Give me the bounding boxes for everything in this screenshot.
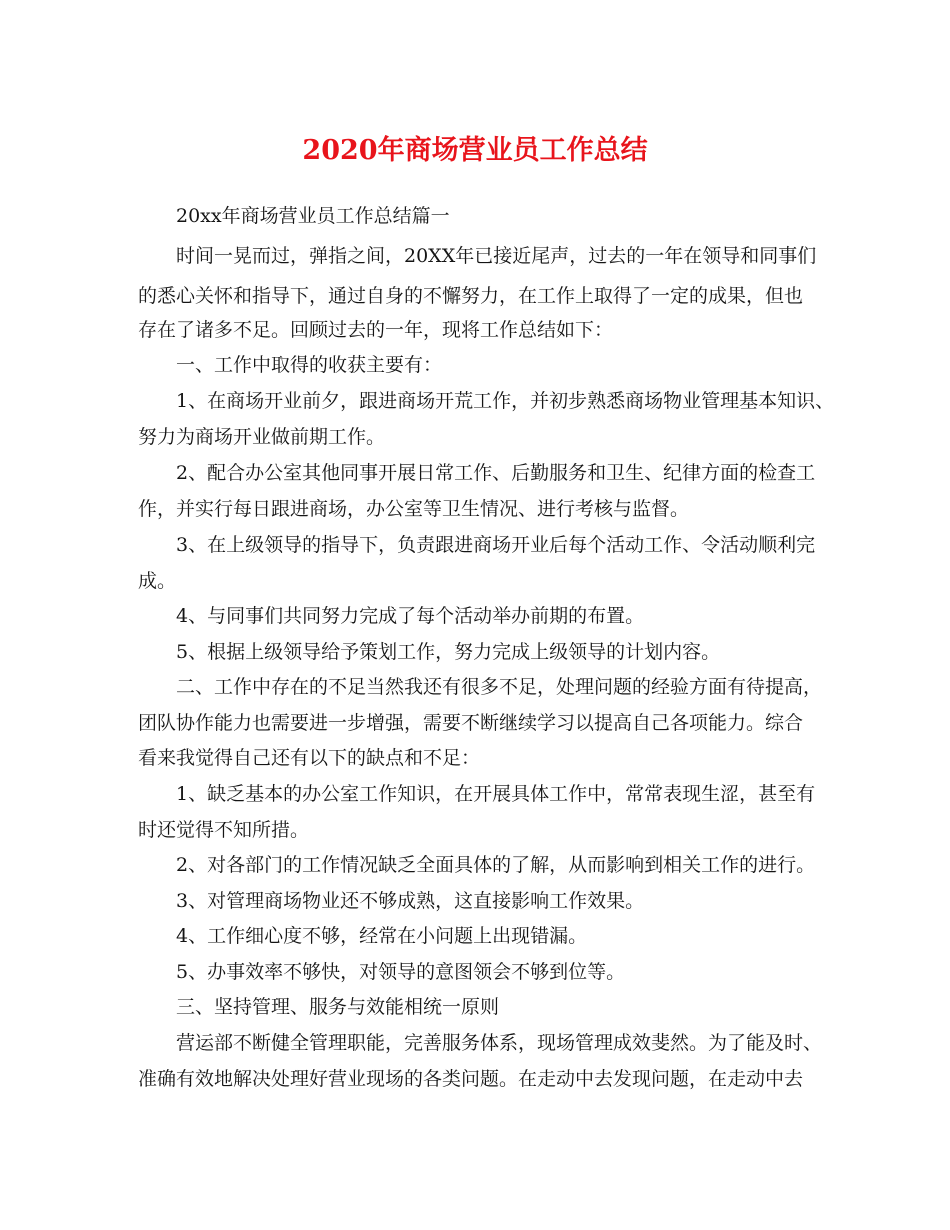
paragraph-line: 时间一晃而过，弹指之间，20XX年已接近尾声，过去的一年在领导和同事们 — [176, 245, 817, 267]
paragraph-line: 作，并实行每日跟进商场，办公室等卫生情况、进行考核与监督。 — [138, 498, 690, 520]
paragraph-line: 3、在上级领导的指导下，负责跟进商场开业后每个活动工作、令活动顺利完 — [176, 534, 816, 556]
section-heading: 一、工作中取得的收获主要有： — [176, 354, 443, 376]
paragraph-line: 5、根据上级领导给予策划工作，努力完成上级领导的计划内容。 — [176, 641, 721, 663]
paragraph-line: 准确有效地解决处理好营业现场的各类问题。在走动中去发现问题，在走动中去 — [138, 1068, 804, 1090]
paragraph-line: 2、配合办公室其他同事开展日常工作、后勤服务和卫生、纪律方面的检查工 — [176, 462, 816, 484]
paragraph-line: 4、工作细心度不够，经常在小问题上出现错漏。 — [176, 925, 588, 947]
paragraph-line: 的悉心关怀和指导下，通过自身的不懈努力，在工作上取得了一定的成果，但也 — [138, 285, 804, 307]
paragraph-line: 成。 — [138, 570, 177, 592]
subtitle-line: 20xx年商场营业员工作总结篇一 — [176, 205, 450, 227]
paragraph-line: 2、对各部门的工作情况缺乏全面具体的了解，从而影响到相关工作的进行。 — [176, 854, 816, 876]
paragraph-line: 存在了诸多不足。回顾过去的一年，现将工作总结如下： — [138, 319, 614, 341]
paragraph-line: 看来我觉得自己还有以下的缺点和不足： — [138, 747, 481, 769]
paragraph-line: 营运部不断健全管理职能，完善服务体系，现场管理成效斐然。为了能及时、 — [176, 1032, 823, 1054]
paragraph-line: 努力为商场开业做前期工作。 — [138, 426, 386, 448]
document-title: 2020年商场营业员工作总结 — [302, 135, 648, 166]
paragraph-line: 5、办事效率不够快，对领导的意图领会不够到位等。 — [176, 961, 626, 983]
section-heading: 三、坚持管理、服务与效能相统一原则 — [176, 996, 500, 1018]
paragraph-line: 团队协作能力也需要进一步增强，需要不断继续学习以提高自己各项能力。综合 — [138, 712, 804, 734]
paragraph-line: 3、对管理商场物业还不够成熟，这直接影响工作效果。 — [176, 890, 645, 912]
section-heading: 二、工作中存在的不足当然我还有很多不足，处理问题的经验方面有待提高， — [176, 676, 823, 698]
paragraph-line: 1、缺乏基本的办公室工作知识，在开展具体工作中，常常表现生涩，甚至有 — [176, 783, 816, 805]
paragraph-line: 1、在商场开业前夕，跟进商场开荒工作，并初步熟悉商场物业管理基本知识、 — [176, 390, 835, 412]
paragraph-line: 时还觉得不知所措。 — [138, 819, 310, 841]
paragraph-line: 4、与同事们共同努力完成了每个活动举办前期的布置。 — [176, 605, 645, 627]
